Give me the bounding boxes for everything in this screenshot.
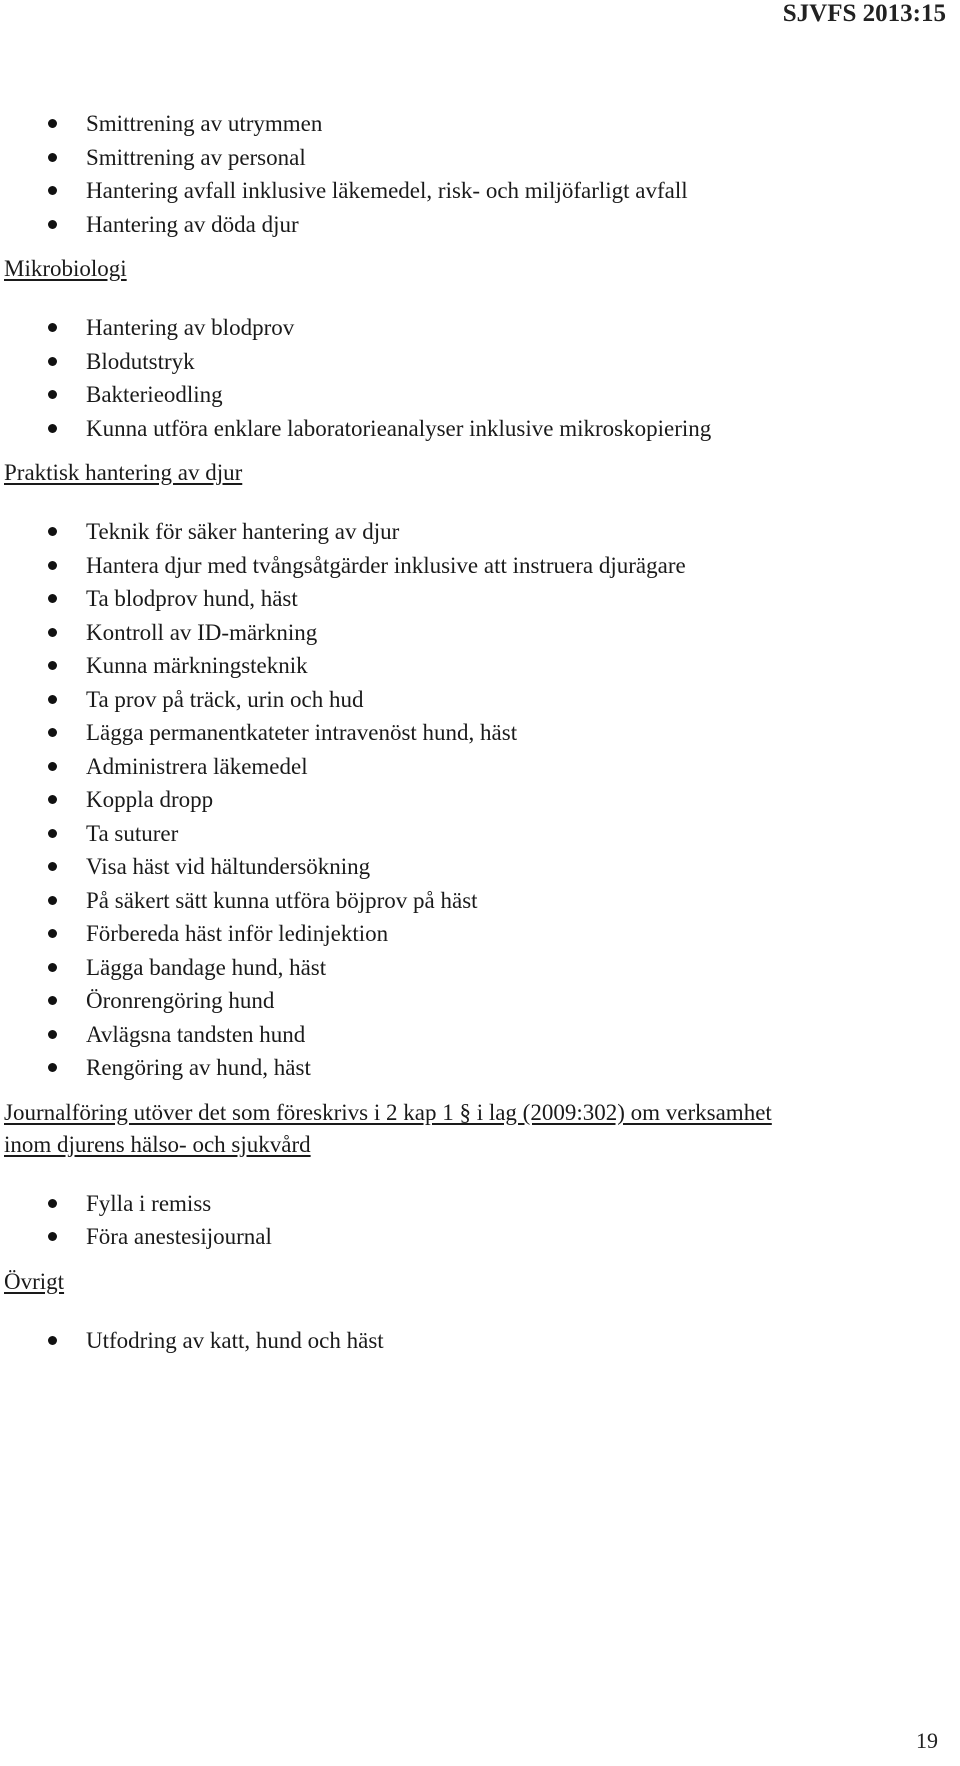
list-item-text: Hantera djur med tvångsåtgärder inklusive att instruera djurägare bbox=[86, 552, 686, 578]
list-item-text: Smittrening av personal bbox=[86, 144, 306, 170]
list-item-text: Utfodring av katt, hund och häst bbox=[86, 1327, 384, 1353]
list-item bbox=[4, 953, 934, 987]
list-item-text: Blodutstryk bbox=[86, 348, 195, 374]
list-item bbox=[4, 919, 934, 953]
list-item bbox=[4, 886, 934, 920]
section-heading-journalforing-line1: Journalföring utöver det som föreskrivs i 2 kap 1 § i lag (2009:302) om verksamhet bbox=[4, 1099, 772, 1125]
list-item-text: Bakterieodling bbox=[86, 382, 223, 407]
list-item-text: Fylla i remiss bbox=[86, 1190, 212, 1216]
bullet-icon bbox=[48, 963, 57, 972]
list-item-text: Kunna utföra enklare laboratorieanalyser inklusive mikroskopiering bbox=[86, 415, 712, 441]
bullet-list-journalforing bbox=[4, 1189, 934, 1256]
bullet-list-intro bbox=[4, 109, 934, 243]
list-item-text: Ta blodprov hund, häst bbox=[86, 586, 298, 611]
bullet-list-ovrigt bbox=[4, 1326, 934, 1360]
list-item-text: Lägga bandage hund, häst bbox=[86, 954, 327, 980]
list-item-text: Hantering av blodprov bbox=[86, 315, 295, 340]
bullet-list-praktisk-hantering bbox=[4, 517, 934, 1087]
list-item-text: Teknik för säker hantering av djur bbox=[86, 519, 400, 544]
bullet-icon bbox=[48, 1199, 57, 1208]
list-item bbox=[4, 313, 934, 347]
bullet-icon bbox=[48, 561, 57, 570]
bullet-list-mikrobiologi bbox=[4, 313, 934, 447]
bullet-icon bbox=[48, 628, 57, 637]
list-item-text: Koppla dropp bbox=[86, 787, 214, 812]
list-item bbox=[4, 1189, 934, 1223]
list-item-text: Föra anestesijournal bbox=[86, 1224, 272, 1249]
section-heading-mikrobiologi: Mikrobiologi bbox=[4, 256, 127, 281]
bullet-icon bbox=[48, 862, 57, 871]
list-item bbox=[4, 1222, 934, 1256]
bullet-icon bbox=[48, 424, 57, 433]
list-item bbox=[4, 347, 934, 381]
bullet-icon bbox=[48, 1232, 57, 1241]
list-item bbox=[4, 143, 934, 177]
list-item bbox=[4, 651, 934, 685]
bullet-icon bbox=[48, 119, 57, 128]
list-item-text: Kunna märkningsteknik bbox=[86, 653, 308, 678]
bullet-icon bbox=[48, 829, 57, 838]
bullet-icon bbox=[48, 594, 57, 603]
bullet-icon bbox=[48, 153, 57, 162]
list-item-text: Rengöring av hund, häst bbox=[86, 1055, 311, 1080]
list-item-text: Hantering avfall inklusive läkemedel, risk- och miljöfarligt avfall bbox=[86, 178, 688, 203]
list-item bbox=[4, 852, 934, 886]
bullet-icon bbox=[48, 661, 57, 670]
list-item-text: På säkert sätt kunna utföra böjprov på häst bbox=[86, 887, 478, 913]
section-heading-journalforing-line2: inom djurens hälso- och sjukvård bbox=[4, 1131, 311, 1157]
bullet-icon bbox=[48, 1336, 57, 1345]
list-item bbox=[4, 1326, 934, 1360]
bullet-icon bbox=[48, 929, 57, 938]
list-item bbox=[4, 584, 934, 618]
list-item bbox=[4, 517, 934, 551]
list-item-text: Administrera läkemedel bbox=[86, 753, 308, 779]
list-item-text: Ta prov på träck, urin och hud bbox=[86, 686, 364, 712]
list-item-text: Förbereda häst inför ledinjektion bbox=[86, 921, 389, 946]
bullet-icon bbox=[48, 390, 57, 399]
list-item bbox=[4, 685, 934, 719]
list-item-text: Lägga permanentkateter intravenöst hund, häst bbox=[86, 720, 518, 745]
bullet-icon bbox=[48, 996, 57, 1005]
list-item bbox=[4, 210, 934, 244]
section-heading-ovrigt: Övrigt bbox=[4, 1268, 65, 1294]
list-item bbox=[4, 1053, 934, 1087]
section-heading-praktisk-hantering: Praktisk hantering av djur bbox=[4, 460, 243, 485]
bullet-icon bbox=[48, 323, 57, 332]
list-item bbox=[4, 1020, 934, 1054]
document-body bbox=[4, 109, 934, 1359]
list-item bbox=[4, 380, 934, 414]
bullet-icon bbox=[48, 795, 57, 804]
bullet-icon bbox=[48, 695, 57, 704]
list-item bbox=[4, 414, 934, 448]
list-item-text: Kontroll av ID-märkning bbox=[86, 619, 318, 645]
list-item bbox=[4, 618, 934, 652]
bullet-icon bbox=[48, 527, 57, 536]
bullet-icon bbox=[48, 762, 57, 771]
bullet-icon bbox=[48, 896, 57, 905]
bullet-icon bbox=[48, 1063, 57, 1072]
bullet-icon bbox=[48, 357, 57, 366]
list-item bbox=[4, 752, 934, 786]
list-item bbox=[4, 785, 934, 819]
bullet-icon bbox=[48, 220, 57, 229]
document-code: SJVFS 2013:15 bbox=[782, 0, 946, 27]
bullet-icon bbox=[48, 1030, 57, 1039]
list-item-text: Visa häst vid hältundersökning bbox=[86, 854, 371, 879]
list-item-text: Hantering av döda djur bbox=[86, 211, 299, 237]
list-item bbox=[4, 109, 934, 143]
page-number: 19 bbox=[916, 1728, 938, 1753]
list-item-text: Ta suturer bbox=[86, 820, 179, 846]
list-item bbox=[4, 986, 934, 1020]
list-item-text: Avlägsna tandsten hund bbox=[86, 1021, 306, 1047]
list-item bbox=[4, 551, 934, 585]
list-item bbox=[4, 176, 934, 210]
list-item bbox=[4, 718, 934, 752]
list-item-text: Öronrengöring hund bbox=[86, 988, 275, 1013]
bullet-icon bbox=[48, 728, 57, 737]
list-item bbox=[4, 819, 934, 853]
list-item-text: Smittrening av utrymmen bbox=[86, 111, 323, 136]
bullet-icon bbox=[48, 186, 57, 195]
